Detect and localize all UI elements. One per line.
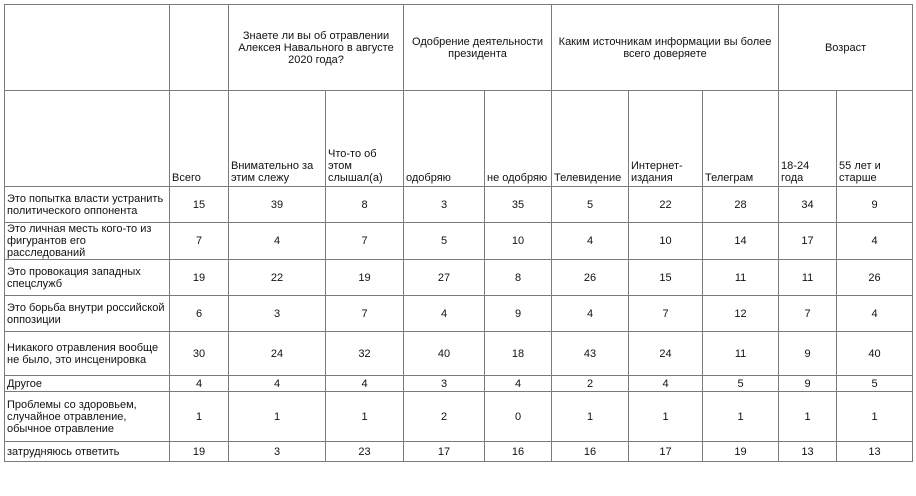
- value-cell: 24: [229, 332, 326, 376]
- sub-header-approve: одобряю: [404, 91, 485, 187]
- sub-header-age-55plus: 55 лет и старше: [837, 91, 913, 187]
- survey-table: [4, 4, 913, 462]
- value-cell: 7: [779, 296, 837, 332]
- value-cell: 4: [485, 376, 552, 392]
- value-cell: 19: [326, 260, 404, 296]
- sub-header-total: Всего: [170, 91, 229, 187]
- value-cell: 11: [779, 260, 837, 296]
- sub-header-tv: Телевидение: [552, 91, 629, 187]
- table-row: [5, 296, 913, 332]
- row-label: Никакого отравления вообще не было, это инсценировка: [5, 332, 170, 376]
- sub-header-disapprove: не одобряю: [485, 91, 552, 187]
- table-row: [5, 332, 913, 376]
- row-label: Другое: [5, 376, 170, 392]
- value-cell: 12: [703, 296, 779, 332]
- value-cell: 14: [703, 223, 779, 260]
- value-cell: 43: [552, 332, 629, 376]
- value-cell: 5: [837, 376, 913, 392]
- value-cell: 5: [552, 187, 629, 223]
- row-label: Это борьба внутри российской оппозиции: [5, 296, 170, 332]
- sources-group-header: Каким источникам информации вы более всего доверяете: [552, 5, 779, 91]
- value-cell: 17: [779, 223, 837, 260]
- table-row: [5, 187, 913, 223]
- value-cell: 9: [779, 376, 837, 392]
- value-cell: 15: [629, 260, 703, 296]
- value-cell: 5: [703, 376, 779, 392]
- value-cell: 4: [229, 376, 326, 392]
- value-cell: 1: [552, 392, 629, 442]
- value-cell: 23: [326, 442, 404, 462]
- value-cell: 6: [170, 296, 229, 332]
- value-cell: 9: [837, 187, 913, 223]
- table-row: [5, 223, 913, 260]
- value-cell: 26: [552, 260, 629, 296]
- value-cell: 28: [703, 187, 779, 223]
- value-cell: 34: [779, 187, 837, 223]
- value-cell: 16: [485, 442, 552, 462]
- value-cell: 1: [229, 392, 326, 442]
- row-label: Это попытка власти устранить политического оппонента: [5, 187, 170, 223]
- value-cell: 4: [552, 296, 629, 332]
- value-cell: 4: [552, 223, 629, 260]
- value-cell: 19: [170, 442, 229, 462]
- value-cell: 13: [837, 442, 913, 462]
- sub-header-attentive: Внимательно за этим слежу: [229, 91, 326, 187]
- approval-group-header: Одобрение деятельности президента: [404, 5, 552, 91]
- value-cell: 26: [837, 260, 913, 296]
- value-cell: 3: [229, 442, 326, 462]
- value-cell: 9: [779, 332, 837, 376]
- table-row: [5, 442, 913, 462]
- value-cell: 15: [170, 187, 229, 223]
- sub-header-internet: Интернет-издания: [629, 91, 703, 187]
- value-cell: 1: [170, 392, 229, 442]
- value-cell: 1: [629, 392, 703, 442]
- value-cell: 7: [170, 223, 229, 260]
- row-label: Это личная месть кого-то из фигурантов его расследований: [5, 223, 170, 260]
- sub-header-age-18-24: 18-24 года: [779, 91, 837, 187]
- value-cell: 22: [629, 187, 703, 223]
- age-group-header: Возраст: [779, 5, 913, 91]
- table-row: [5, 392, 913, 442]
- value-cell: 4: [837, 223, 913, 260]
- sub-header-telegram: Телеграм: [703, 91, 779, 187]
- value-cell: 11: [703, 332, 779, 376]
- value-cell: 4: [837, 296, 913, 332]
- value-cell: 8: [326, 187, 404, 223]
- value-cell: 19: [703, 442, 779, 462]
- value-cell: 4: [404, 296, 485, 332]
- value-cell: 7: [326, 296, 404, 332]
- value-cell: 17: [629, 442, 703, 462]
- value-cell: 4: [629, 376, 703, 392]
- value-cell: 27: [404, 260, 485, 296]
- value-cell: 4: [170, 376, 229, 392]
- total-group-cell: [170, 5, 229, 91]
- value-cell: 32: [326, 332, 404, 376]
- table-row: [5, 376, 913, 392]
- value-cell: 2: [552, 376, 629, 392]
- awareness-group-header: Знаете ли вы об отравлении Алексея Навального в августе 2020 года?: [229, 5, 404, 91]
- value-cell: 3: [229, 296, 326, 332]
- row-label: Проблемы со здоровьем, случайное отравление, обычное отравление: [5, 392, 170, 442]
- group-header-row: [5, 5, 913, 91]
- value-cell: 0: [485, 392, 552, 442]
- value-cell: 30: [170, 332, 229, 376]
- value-cell: 17: [404, 442, 485, 462]
- value-cell: 4: [229, 223, 326, 260]
- value-cell: 40: [404, 332, 485, 376]
- value-cell: 2: [404, 392, 485, 442]
- value-cell: 11: [703, 260, 779, 296]
- value-cell: 7: [326, 223, 404, 260]
- sub-header-heard: Что-то об этом слышал(а): [326, 91, 404, 187]
- value-cell: 3: [404, 187, 485, 223]
- value-cell: 10: [485, 223, 552, 260]
- value-cell: 8: [485, 260, 552, 296]
- value-cell: 19: [170, 260, 229, 296]
- value-cell: 35: [485, 187, 552, 223]
- value-cell: 1: [326, 392, 404, 442]
- row-label: затрудняюсь ответить: [5, 442, 170, 462]
- value-cell: 1: [837, 392, 913, 442]
- value-cell: 10: [629, 223, 703, 260]
- sub-header-label: [5, 91, 170, 187]
- value-cell: 7: [629, 296, 703, 332]
- value-cell: 3: [404, 376, 485, 392]
- value-cell: 40: [837, 332, 913, 376]
- value-cell: 16: [552, 442, 629, 462]
- value-cell: 5: [404, 223, 485, 260]
- value-cell: 39: [229, 187, 326, 223]
- row-label: Это провокация западных спецслужб: [5, 260, 170, 296]
- value-cell: 24: [629, 332, 703, 376]
- value-cell: 18: [485, 332, 552, 376]
- value-cell: 9: [485, 296, 552, 332]
- value-cell: 1: [703, 392, 779, 442]
- value-cell: 4: [326, 376, 404, 392]
- value-cell: 13: [779, 442, 837, 462]
- value-cell: 1: [779, 392, 837, 442]
- table-row: [5, 260, 913, 296]
- corner-cell: [5, 5, 170, 91]
- value-cell: 22: [229, 260, 326, 296]
- sub-header-row: [5, 91, 913, 187]
